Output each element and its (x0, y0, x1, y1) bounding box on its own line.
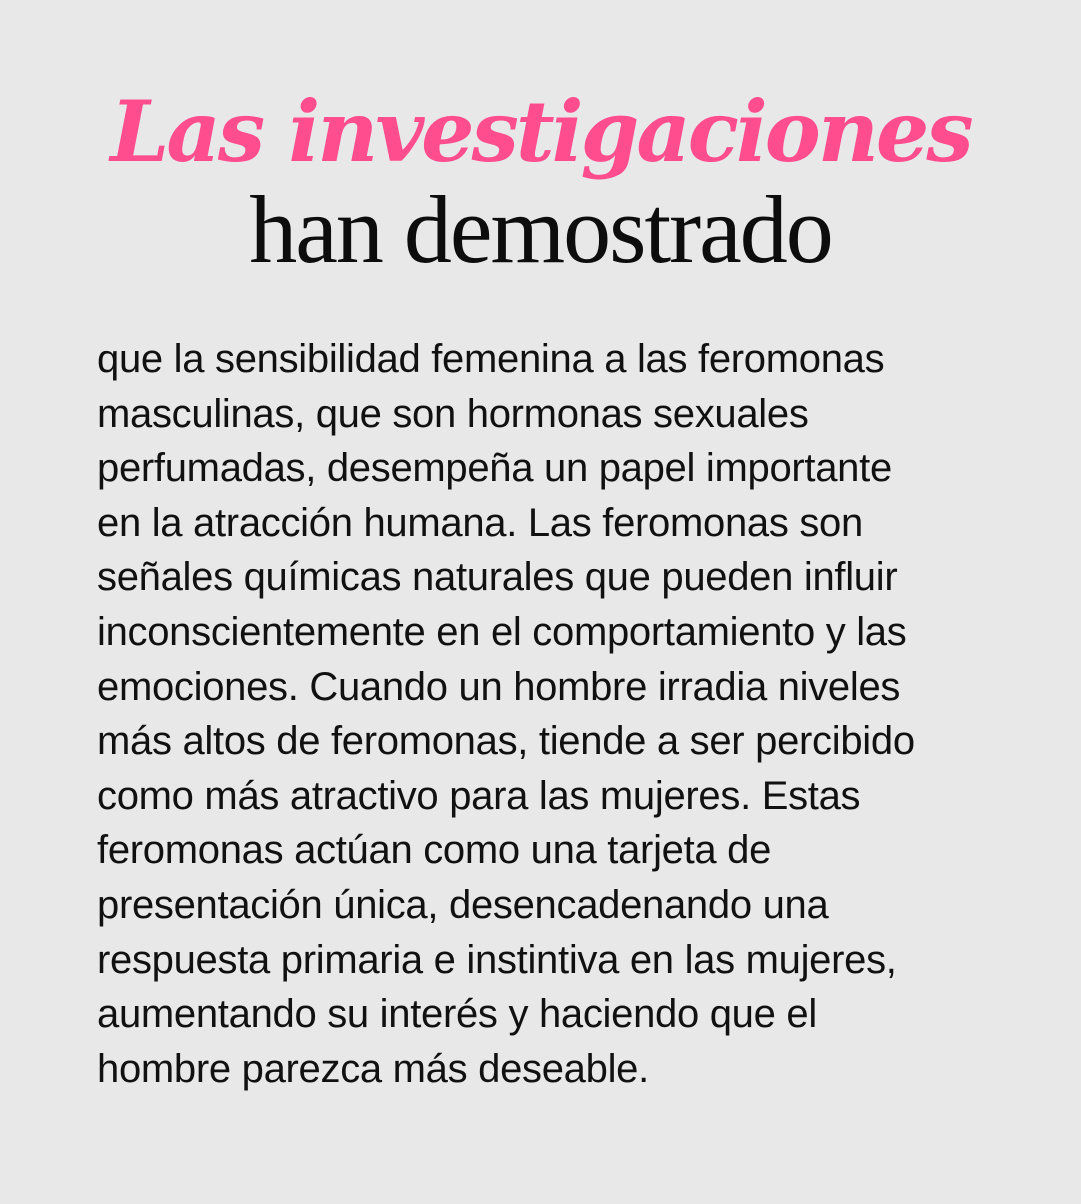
body-line: masculinas, que son hormonas sexuales (97, 391, 809, 436)
body-line: que la sensibilidad femenina a las feromonas (97, 337, 885, 381)
body-line: aumentando su interés y haciendo que el (97, 992, 817, 1037)
body-line: emociones. Cuando un hombre irradia niveles (97, 664, 901, 709)
headline-main: han demostrado (249, 176, 832, 283)
body-line: hombre parezca más deseable. (97, 1046, 649, 1091)
body-line: como más atractivo para las mujeres. Estas (97, 773, 861, 818)
body-line: presentación única, desencadenando una (97, 882, 829, 927)
body-line: más altos de feromonas, tiende a ser percibido (97, 719, 915, 764)
body-line: señales químicas naturales que pueden influir (97, 555, 898, 600)
body-line: en la atracción humana. Las feromonas son (97, 500, 863, 545)
body-paragraph (97, 332, 997, 1096)
body-line: respuesta primaria e instintiva en las mujeres, (97, 937, 897, 982)
body-line: inconscientemente en el comportamiento y las (97, 609, 907, 654)
headline-accent: Las investigaciones (110, 82, 971, 181)
body-line: feromonas actúan como una tarjeta de (97, 828, 772, 873)
body-line: perfumadas, desempeña un papel importante (97, 446, 892, 491)
